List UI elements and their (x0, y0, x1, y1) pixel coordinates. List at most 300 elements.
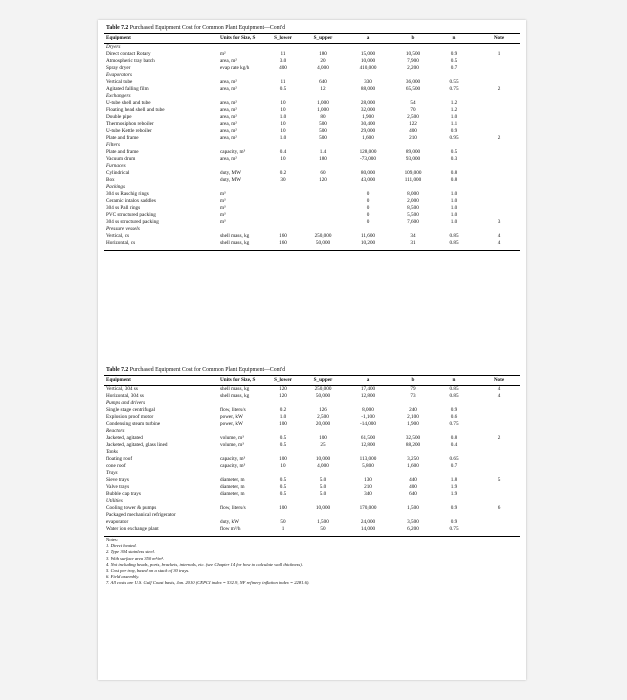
table-row (104, 86, 520, 93)
units-cell: shell mass, kg (220, 393, 250, 399)
table-1-header-row (104, 34, 520, 44)
equipment-cell: cone roof (106, 463, 126, 469)
equipment-cell: Cooling tower & pumps (106, 505, 157, 511)
a-cell: 80,000 (360, 170, 376, 176)
a-cell: 340 (364, 491, 372, 497)
n-cell: 1.0 (450, 114, 458, 120)
n-cell: 0.7 (450, 65, 458, 71)
b-cell: 8,500 (407, 205, 419, 211)
table-row (104, 51, 520, 58)
table-row (104, 512, 520, 519)
s-lower-cell: 160 (279, 233, 287, 239)
s-lower-cell: 10 (280, 121, 286, 127)
n-cell: 1.0 (450, 191, 458, 197)
s-upper-cell: 5.0 (319, 484, 327, 490)
equipment-cell: Vertical, 304 ss (106, 386, 138, 392)
s-lower-cell: 11 (280, 79, 286, 85)
table-row (104, 128, 520, 135)
a-cell: 0 (366, 198, 370, 204)
units-cell: diameter, m (220, 477, 245, 483)
n-cell: 0.3 (450, 156, 458, 162)
b-cell: 65,500 (405, 86, 421, 92)
a-cell: 17,400 (360, 386, 376, 392)
b-cell: 89,000 (405, 149, 421, 155)
header-note: Note (493, 377, 505, 383)
equipment-cell: Condensing steam turbine (106, 421, 161, 427)
b-cell: 400 (409, 484, 417, 490)
b-cell: 36,000 (405, 79, 421, 85)
equipment-cell: Ceramic intalox saddles (106, 198, 156, 204)
a-cell: 32,000 (360, 107, 376, 113)
note-line: 6. Field assembly. (106, 574, 140, 580)
a-cell: 170,000 (359, 505, 377, 511)
equipment-cell: Vertical, cs (106, 233, 130, 239)
note-cell: 2 (497, 86, 501, 92)
header-equipment: Equipment (106, 377, 131, 383)
table-row (104, 414, 520, 421)
a-cell: 0 (366, 219, 370, 225)
header-s-lower: S_lower (274, 377, 292, 383)
table-row (104, 205, 520, 212)
s-lower-cell: 120 (279, 386, 287, 392)
n-cell: 0.8 (450, 435, 458, 441)
s-upper-cell: 50 (320, 526, 326, 532)
note-cell: 4 (497, 233, 501, 239)
a-cell: 330 (364, 79, 372, 85)
table-row (104, 421, 520, 428)
table-row (104, 212, 520, 219)
table-2-body (104, 386, 520, 533)
table-row (104, 386, 520, 393)
b-cell: 73 (410, 393, 416, 399)
s-lower-cell: 0.5 (279, 491, 287, 497)
b-cell: 3,500 (407, 519, 419, 525)
category-row (104, 470, 520, 477)
equipment-cell: Cylindrical (106, 170, 130, 176)
header-n: n (452, 35, 456, 41)
s-upper-cell: 50,000 (315, 393, 331, 399)
header-b: b (411, 377, 415, 383)
header-units: Units for Size, S (220, 377, 256, 383)
s-upper-cell: 4,000 (317, 463, 329, 469)
b-cell: 31 (410, 240, 416, 246)
note-line: 4. Not including heads, ports, brackets, internals, etc. (see Chapter 14 for how to calculate wall thickness). (106, 561, 303, 567)
units-cell: flow, liters/s (220, 407, 246, 413)
equipment-cell: Agitated falling film (106, 86, 149, 92)
b-cell: 7,900 (407, 58, 419, 64)
table-row (104, 135, 520, 142)
b-cell: 54 (410, 100, 416, 106)
b-cell: 6,200 (407, 526, 419, 532)
table-row (104, 233, 520, 240)
category-row (104, 72, 520, 79)
n-cell: 0.95 (449, 135, 459, 141)
equipment-cell: Horizontal, 304 ss (106, 393, 144, 399)
units-cell: duty, MW (220, 170, 241, 176)
equipment-cell: Water ion exchange plant (106, 526, 159, 532)
s-lower-cell: 30 (280, 177, 286, 183)
s-upper-cell: 1.4 (319, 149, 327, 155)
category-row (104, 142, 520, 149)
table-row (104, 114, 520, 121)
equipment-cell: Valve trays (106, 484, 130, 490)
n-cell: 1.0 (450, 212, 458, 218)
s-upper-cell: 80 (320, 114, 326, 120)
s-lower-cell: 0.2 (279, 407, 287, 413)
n-cell: 0.9 (450, 519, 458, 525)
note-cell: 4 (497, 240, 501, 246)
a-cell: 61,500 (360, 435, 376, 441)
units-cell: volume, m³ (220, 442, 244, 448)
s-lower-cell: 400 (279, 65, 287, 71)
category-label: Trays (106, 470, 118, 476)
category-label: Exchangers (106, 93, 131, 99)
a-cell: 24,000 (360, 519, 376, 525)
n-cell: 0.85 (449, 240, 459, 246)
header-a: a (366, 377, 370, 383)
category-label: Furnaces (106, 163, 126, 169)
n-cell: 1.8 (450, 477, 458, 483)
n-cell: 0.85 (449, 233, 459, 239)
s-lower-cell: 3.0 (279, 58, 287, 64)
equipment-cell: evaporator (106, 519, 129, 525)
table-row (104, 240, 520, 247)
equipment-cost-table-1 (104, 24, 520, 251)
equipment-cell: Atmospheric tray batch (106, 58, 155, 64)
a-cell: 28,000 (360, 100, 376, 106)
n-cell: 1.1 (450, 121, 458, 127)
note-cell: 2 (497, 435, 501, 441)
s-lower-cell: 0.5 (279, 86, 287, 92)
s-lower-cell: 120 (279, 393, 287, 399)
category-label: Evaporators (106, 72, 132, 78)
s-lower-cell: 10 (280, 463, 286, 469)
a-cell: -1,100 (361, 414, 375, 420)
note-line: 1. Direct heated. (106, 543, 137, 549)
category-label: Packings (106, 184, 126, 190)
b-cell: 2,200 (407, 65, 419, 71)
equipment-cell: Box (106, 177, 115, 183)
table-row (104, 219, 520, 226)
s-upper-cell: 4,000 (317, 65, 329, 71)
equipment-cell: Vertical tube (106, 79, 133, 85)
equipment-cell: Sieve trays (106, 477, 129, 483)
a-cell: 130 (364, 477, 372, 483)
a-cell: 43,000 (360, 177, 376, 183)
n-cell: 0.75 (449, 526, 459, 532)
table-row (104, 198, 520, 205)
units-cell: power, kW (220, 414, 243, 420)
s-upper-cell: 120 (319, 177, 327, 183)
a-cell: 5,800 (362, 463, 374, 469)
units-cell: duty, MW (220, 177, 241, 183)
units-cell: area, m² (220, 128, 237, 134)
a-cell: 1,900 (362, 114, 374, 120)
units-cell: flow m³/h (220, 526, 241, 532)
table-row (104, 156, 520, 163)
equipment-cell: Packaged mechanical refrigerator (106, 512, 176, 518)
table-row (104, 491, 520, 498)
category-row (104, 498, 520, 505)
table-row (104, 407, 520, 414)
b-cell: 79 (410, 386, 416, 392)
table-1-title (104, 24, 520, 34)
units-cell: m³ (220, 205, 226, 211)
header-s-lower: S_lower (274, 35, 292, 41)
note-line: 7. All costs are U.S. Gulf Coast basis, Jan. 2010 (CEPCI index = 532.9, NF refinery inflation index = 2281.6). (106, 580, 310, 586)
s-upper-cell: 250,000 (314, 233, 332, 239)
equipment-cell: Double pipe (106, 114, 132, 120)
s-lower-cell: 10 (280, 100, 286, 106)
s-lower-cell: 0.4 (279, 149, 287, 155)
category-row (104, 44, 520, 51)
note-cell: 4 (497, 386, 501, 392)
table-row (104, 435, 520, 442)
table-row (104, 100, 520, 107)
table-row (104, 170, 520, 177)
note-line: 3. With surface area 350 m²/m³. (106, 555, 165, 561)
equipment-cell: Thermosiphon reboiler (106, 121, 154, 127)
n-cell: 0.9 (450, 51, 458, 57)
n-cell: 0.4 (450, 442, 458, 448)
s-lower-cell: 0.2 (279, 170, 287, 176)
n-cell: 1.0 (450, 198, 458, 204)
units-cell: m³ (220, 198, 226, 204)
table-1-number: Table 7.2 (106, 25, 129, 31)
header-b: b (411, 35, 415, 41)
n-cell: 0.5 (450, 58, 458, 64)
b-cell: 2,100 (407, 414, 419, 420)
units-cell: flow, liters/s (220, 505, 246, 511)
units-cell: capacity, m³ (220, 456, 246, 462)
b-cell: 109,000 (404, 170, 422, 176)
b-cell: 1,600 (407, 463, 419, 469)
table-row (104, 58, 520, 65)
b-cell: 70 (410, 107, 416, 113)
s-upper-cell: 180 (319, 51, 327, 57)
units-cell: area, m² (220, 86, 237, 92)
b-cell: 10,500 (405, 51, 421, 57)
b-cell: 122 (409, 121, 417, 127)
units-cell: area, m² (220, 79, 237, 85)
table-row (104, 177, 520, 184)
table-row (104, 456, 520, 463)
a-cell: 14,000 (360, 526, 376, 532)
b-cell: 7,600 (407, 219, 419, 225)
equipment-cell: Explosion proof motor (106, 414, 154, 420)
a-cell: 88,000 (360, 86, 376, 92)
a-cell: 8,000 (362, 407, 374, 413)
s-lower-cell: 100 (279, 456, 287, 462)
b-cell: 240 (409, 407, 417, 413)
table-row (104, 393, 520, 400)
s-upper-cell: 25 (320, 442, 326, 448)
b-cell: 32,500 (405, 435, 421, 441)
units-cell: area, m² (220, 114, 237, 120)
b-cell: 1,500 (407, 505, 419, 511)
b-cell: 2,000 (407, 198, 419, 204)
a-cell: 1,600 (362, 135, 374, 141)
s-upper-cell: 50,000 (315, 240, 331, 246)
s-lower-cell: 0.5 (279, 435, 287, 441)
a-cell: 0 (366, 212, 370, 218)
b-cell: 210 (409, 135, 417, 141)
s-upper-cell: 1,000 (317, 100, 329, 106)
n-cell: 0.6 (450, 414, 458, 420)
s-lower-cell: 10 (280, 107, 286, 113)
table-1-body (104, 44, 520, 247)
n-cell: 1.0 (450, 205, 458, 211)
units-cell: power, kW (220, 421, 243, 427)
table-2-caption: Purchased Equipment Cost for Common Plant Equipment—Cont'd (129, 367, 286, 373)
notes-heading: Notes: (106, 537, 118, 542)
units-cell: area, m² (220, 135, 237, 141)
table-row (104, 519, 520, 526)
s-upper-cell: 180 (319, 156, 327, 162)
units-cell: volume, m³ (220, 435, 244, 441)
n-cell: 0.75 (449, 421, 459, 427)
s-upper-cell: 500 (319, 121, 327, 127)
table-row (104, 191, 520, 198)
table-row (104, 442, 520, 449)
n-cell: 1.9 (450, 491, 458, 497)
s-upper-cell: 500 (319, 135, 327, 141)
b-cell: 88,200 (405, 442, 421, 448)
s-lower-cell: 11 (280, 51, 286, 57)
table-row (104, 65, 520, 72)
table-row (104, 79, 520, 86)
a-cell: 0 (366, 191, 370, 197)
a-cell: 29,000 (360, 128, 376, 134)
units-cell: capacity, m³ (220, 463, 246, 469)
equipment-cell: Jacketed, agitated (106, 435, 143, 441)
category-label: Utilities (106, 498, 123, 504)
table-1-bottom-rule (104, 247, 520, 251)
category-row (104, 93, 520, 100)
equipment-cell: Plate and frame (106, 135, 139, 141)
header-equipment: Equipment (106, 35, 131, 41)
s-upper-cell: 1,000 (317, 107, 329, 113)
b-cell: 111,000 (404, 177, 422, 183)
b-cell: 8,000 (407, 191, 419, 197)
s-lower-cell: 1.0 (279, 114, 287, 120)
s-upper-cell: 20,000 (315, 421, 331, 427)
note-cell: 5 (497, 477, 501, 483)
category-label: Pressure vessels (106, 226, 140, 232)
s-lower-cell: 50 (280, 519, 286, 525)
category-label: Tanks (106, 449, 118, 455)
n-cell: 1.2 (450, 107, 458, 113)
s-lower-cell: 0.5 (279, 442, 287, 448)
units-cell: area, m² (220, 156, 237, 162)
b-cell: 2,500 (407, 114, 419, 120)
table-row (104, 463, 520, 470)
s-upper-cell: 20 (320, 58, 326, 64)
equipment-cell: PVC structured packing (106, 212, 156, 218)
n-cell: 0.9 (450, 407, 458, 413)
a-cell: 12,800 (360, 393, 376, 399)
table-2-header-row (104, 376, 520, 386)
units-cell: evap rate kg/h (220, 65, 250, 71)
n-cell: 1.0 (450, 219, 458, 225)
b-cell: 93,000 (405, 156, 421, 162)
a-cell: 11,600 (360, 233, 376, 239)
equipment-cell: Vacuum drum (106, 156, 136, 162)
category-row (104, 226, 520, 233)
b-cell: 5,500 (407, 212, 419, 218)
equipment-cell: Direct contact Rotary (106, 51, 151, 57)
units-cell: diameter, m (220, 491, 245, 497)
category-label: Pumps and drivers (106, 400, 146, 406)
note-line: 5. Cost per tray, based on a stack of 30 trays. (106, 568, 190, 574)
n-cell: 0.85 (449, 393, 459, 399)
s-lower-cell: 0.5 (279, 484, 287, 490)
table-row (104, 505, 520, 512)
n-cell: 0.85 (449, 386, 459, 392)
a-cell: 128,000 (359, 149, 377, 155)
b-cell: 34 (410, 233, 416, 239)
category-label: Reactors (106, 428, 125, 434)
category-row (104, 163, 520, 170)
document-page (98, 20, 526, 680)
table-row (104, 526, 520, 533)
table-1-caption: Purchased Equipment Cost for Common Plant Equipment—Cont'd (129, 25, 286, 31)
s-lower-cell: 100 (279, 505, 287, 511)
s-upper-cell: 1,500 (317, 519, 329, 525)
s-upper-cell: 100 (319, 435, 327, 441)
equipment-cell: Spray dryer (106, 65, 131, 71)
s-lower-cell: 10 (280, 156, 286, 162)
header-note: Note (493, 35, 505, 41)
header-s-upper: S_upper (313, 35, 333, 41)
s-upper-cell: 10,000 (315, 456, 331, 462)
n-cell: 0.8 (450, 170, 458, 176)
category-label: Filters (106, 142, 120, 148)
header-n: n (452, 377, 456, 383)
units-cell: area, m² (220, 100, 237, 106)
category-row (104, 400, 520, 407)
units-cell: diameter, m (220, 484, 245, 490)
equipment-cell: U-tube Kettle reboiler (106, 128, 152, 134)
table-row (104, 477, 520, 484)
a-cell: 10,000 (360, 58, 376, 64)
equipment-cell: U-tube shell and tube (106, 100, 151, 106)
equipment-cost-table-2 (104, 366, 520, 587)
units-cell: area, m² (220, 107, 237, 113)
table-row (104, 121, 520, 128)
category-label: Dryers (106, 44, 121, 50)
note-cell: 2 (497, 135, 501, 141)
units-cell: m² (220, 51, 226, 57)
category-row (104, 428, 520, 435)
note-cell: 1 (497, 51, 501, 57)
a-cell: 30,400 (360, 121, 376, 127)
s-upper-cell: 2,500 (317, 414, 329, 420)
units-cell: shell mass, kg (220, 233, 250, 239)
b-cell: 3,250 (407, 456, 419, 462)
s-upper-cell: 60 (320, 170, 326, 176)
equipment-cell: Floating head shell and tube (106, 107, 165, 113)
equipment-cell: Plate and frame (106, 149, 139, 155)
n-cell: 1.9 (450, 484, 458, 490)
header-s-upper: S_upper (313, 377, 333, 383)
n-cell: 0.5 (450, 149, 458, 155)
n-cell: 0.7 (450, 463, 458, 469)
equipment-cell: Horizontal, cs (106, 240, 136, 246)
equipment-cell: 304 ss structured packing (106, 219, 159, 225)
table-row (104, 149, 520, 156)
s-upper-cell: 10,000 (315, 505, 331, 511)
